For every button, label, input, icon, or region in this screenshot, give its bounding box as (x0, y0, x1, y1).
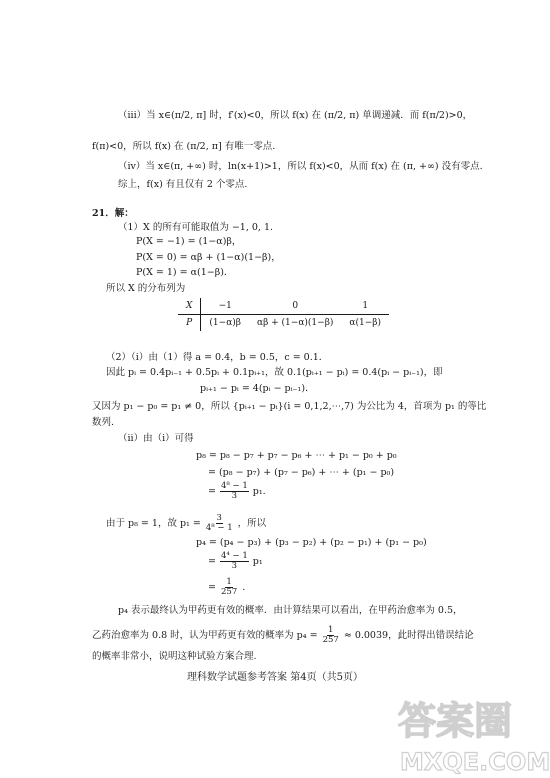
fraction-numerator: 4⁸ − 1 (221, 481, 248, 491)
fraction (220, 482, 249, 501)
table-cell: α(1−β) (349, 318, 381, 328)
table-header-cell: 1 (341, 298, 389, 315)
text-run: 由于 p₈ = 1，故 p₁ = (106, 518, 201, 529)
fraction-denominator: 3 (231, 491, 238, 501)
part-2-i-intro: （2）（i）由（1）得 a = 0.4，b = 0.5，c = 0.1． (106, 352, 329, 363)
fraction-denominator: 3 (231, 561, 238, 571)
geometric-sequence-cont: 数列. (92, 417, 115, 428)
fraction-tail: p₁ (252, 556, 263, 567)
line-case-iii-cont: f(π)<0，所以 f(x) 在 (π/2, π] 有唯一零点. (92, 141, 276, 152)
watermark-logo (390, 686, 550, 778)
table-header-cell: 0 (249, 298, 341, 315)
equation-p8-line1: p₈ = p₈ − p₇ + p₇ − p₆ + ⋯ + p₁ − p₀ + p₀ (196, 450, 397, 461)
table-header-cell: −1 (201, 298, 249, 315)
fraction (220, 552, 249, 571)
table-cell: P (178, 315, 201, 332)
text-run: 乙药治愈率为 0.8 时，认为甲药更有效的概率为 p₄ = (92, 630, 318, 641)
distribution-intro: 所以 X 的分布列为 (106, 283, 186, 294)
fraction-denominator: 257 (322, 635, 339, 645)
prob-x-neg1: P(X = −1) = (1−α)β， (136, 236, 242, 247)
table-header-cell: X (178, 298, 201, 315)
line-case-iii: （iii）当 x∈(π/2, π] 时，f′(x)<0，所以 f(x) 在 (π/2, π) 单调递减．而 f(π/2)>0， (118, 110, 473, 121)
prob-x-0: P(X = 0) = αβ + (1−α)(1−β)， (136, 252, 281, 263)
line-case-iv: （iv）当 x∈(π, +∞) 时，ln(x+1)>1，所以 f(x)<0，从而 f(x) 在 (π, +∞) 没有零点. (118, 161, 483, 172)
watermark-url-text: MXQE.COM (400, 748, 550, 776)
line-conclusion: 综上，f(x) 有且仅有 2 个零点. (118, 179, 248, 190)
fraction-numerator: 4⁴ − 1 (221, 551, 248, 561)
conclusion-line3: 的概率非常小，说明这种试验方案合理. (92, 651, 257, 662)
table-row (178, 298, 389, 315)
page-footer: 理科数学试题参考答案 第4页（共5页） (187, 672, 363, 683)
distribution-table (178, 298, 389, 331)
prob-x-1: P(X = 1) = α(1−β)． (136, 267, 234, 278)
recurrence-result: pᵢ₊₁ − pᵢ = 4(pᵢ − pᵢ₋₁)． (200, 383, 315, 394)
table-cell: (1−α)β (209, 318, 241, 328)
equation-p4-line2: = $\frac{\text{4⁴ − 1}}{3}$ p₁ (208, 551, 263, 571)
table-cell: αβ + (1−α)(1−β) (257, 318, 334, 328)
table-row (178, 315, 389, 332)
part-2-ii-intro: （ii）由（i）可得 (118, 433, 194, 444)
p1-solution-line (106, 514, 266, 533)
conclusion-line1: p₄ 表示最终认为甲药更有效的概率．由计算结果可以看出，在甲药治愈率为 0.5， (118, 605, 463, 616)
geometric-sequence-line: 又因为 p₁ − p₀ = p₁ ≠ 0，所以 {pᵢ₊₁ − pᵢ}(i = 0,1,2,⋯,7) 为公比为 4，首项为 p₁ 的等比 (92, 401, 487, 412)
fraction-tail: . (242, 582, 246, 593)
fraction-tail: p₁. (252, 486, 266, 497)
equation-p8-line2: = (p₈ − p₇) + (p₇ − p₆) + ⋯ + (p₁ − p₀) (208, 467, 395, 478)
fraction-numerator: 1 (327, 625, 334, 635)
equation-p4-line3: = $\frac{1}{257}$ . (208, 577, 246, 597)
text-run: ≈ 0.0039，此时得出错误结论 (343, 630, 474, 641)
part-1-intro: （1）X 的所有可能取值为 −1, 0, 1. (118, 222, 274, 233)
fraction-denominator: 257 (221, 587, 238, 597)
fraction-numerator: 3 (216, 513, 222, 523)
recurrence-line: 因此 pᵢ = 0.4pᵢ₋₁ + 0.5pᵢ + 0.1pᵢ₊₁，故 0.1(pᵢ₊₁ − pᵢ) = 0.4(pᵢ − pᵢ₋₁)，即 (106, 367, 443, 378)
fraction-denominator: 4⁸ − 1 (205, 523, 233, 533)
fraction (205, 514, 234, 533)
watermark-logo-text: 答案圈 (398, 699, 513, 743)
equation-p8-line3: = $\frac{\text{4⁸ − 1}}{3}$ p₁. (208, 481, 266, 501)
fraction (322, 626, 340, 645)
question-21-heading: 21．解： (92, 208, 134, 219)
fraction-numerator: 1 (226, 577, 232, 587)
text-run: ，所以 (237, 518, 267, 529)
fraction (220, 578, 238, 597)
conclusion-line2 (92, 626, 474, 645)
equation-p4-line1: p₄ = (p₄ − p₃) + (p₃ − p₂) + (p₂ − p₁) + (p₁ − p₀) (196, 537, 427, 548)
